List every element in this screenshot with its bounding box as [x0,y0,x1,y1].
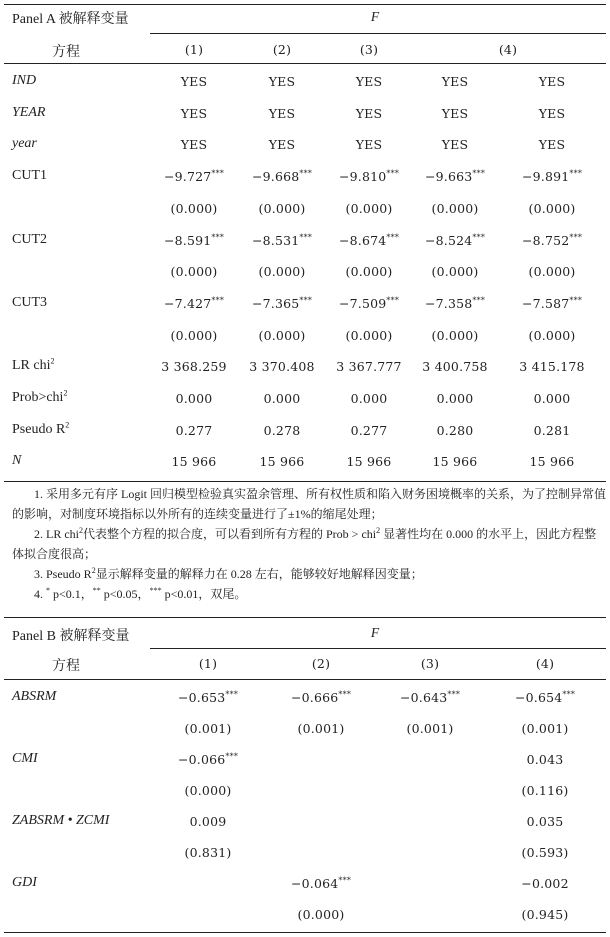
table-cell: (0.000) [297,907,345,922]
row-label: Pseudo $R^2$ [12,420,70,437]
col-header: (4) [535,656,555,671]
panel-a-title: Panel A 被解释变量 [12,12,129,27]
table-row [0,415,610,447]
row-label: GDI [12,875,37,890]
table-cell: 0.035 [526,814,564,829]
row-label: YEAR [12,104,46,120]
table-row-pvalue [0,256,610,288]
table-row [0,161,610,193]
table-cell: YES [180,74,208,89]
table-cell: −0.002 [521,876,569,891]
panel-a-header-row [0,2,610,34]
panel-b-bottom-rule [4,932,606,933]
table-cell: 0.277 [350,422,388,438]
table-cell: (0.000) [345,200,393,216]
panel-b-dep-var: F [370,625,380,640]
row-label: CUT1 [12,168,47,184]
table-cell: (0.000) [431,200,479,216]
row-label: ZABSRM • ZCMI [12,813,110,828]
table-row-pvalue [0,899,610,931]
col-header: (1) [184,42,204,57]
table-cell: (0.000) [431,264,479,280]
table-cell: YES [538,137,566,153]
table-cell: 15 966 [529,454,575,470]
table-cell: 0.281 [533,422,571,438]
table-cell: −8.531*** [251,232,313,248]
panel-b-header-row [0,618,610,650]
note-1: 1. 采用多元有序 Logit 回归模型检验真实盈余管理、所有权性质和陷入财务困境概率的关系，为了控制异常值的影响，对制度环境指标以外所有的连续变量进行了±1%的缩尾处理； [12,487,607,521]
col-header: (2) [311,656,331,671]
table-cell: (0.831) [184,845,232,860]
table-row [0,806,610,838]
table-cell: −0.066*** [177,751,239,767]
panel-a-dep-var: F [370,9,380,24]
panel-a-model-row [0,34,610,66]
table-cell: −9.810*** [338,168,400,185]
table-cell: −9.891*** [521,168,583,185]
table-cell: 15 966 [259,454,305,470]
table-row [0,744,610,776]
row-label: IND [12,73,37,88]
panel-b-header-rule [4,679,606,680]
table-row [0,351,610,383]
row-label: CUT3 [12,294,47,310]
table-cell: (0.116) [521,783,569,798]
table-cell: −7.509*** [338,295,400,311]
col-header: (1) [198,656,218,671]
col-header: (3) [359,42,379,57]
table-cell: (0.000) [258,327,306,343]
row-label: LR chi$^2$ [12,356,55,374]
table-cell: YES [268,105,296,121]
table-cell: (0.000) [170,327,218,343]
panel-b-title: Panel B 被解释变量 [12,629,130,644]
note-4: 4. * p<0.1，** p<0.05，*** p<0.01，双尾。 [34,586,247,601]
table-cell: −0.654*** [514,689,576,705]
table-cell: 0.000 [175,391,213,406]
table-cell: YES [441,74,469,89]
table-cell: 3 415.178 [519,359,585,375]
table-cell: (0.000) [170,200,218,216]
row-label: year [12,136,37,152]
table-cell: 15 966 [346,454,392,470]
note-2: 2. LR chi$^2$代表整个方程的拟合度，可以看到所有方程的 Prob > chi$^2$ 显著性均在 0.000 的水平上，因此方程整体拟合度很高； [12,526,597,561]
col-header: (4) [498,42,518,57]
table-cell: −0.064*** [290,875,352,891]
table-cell: 3 400.758 [422,359,488,375]
table-row [0,225,610,257]
table-cell: YES [538,74,566,89]
table-cell: (0.000) [170,264,218,280]
table-row-pvalue [0,320,610,352]
table-cell: (0.000) [345,264,393,280]
table-cell: (0.000) [528,264,576,280]
table-cell: −8.674*** [338,232,400,248]
table-cell: (0.001) [406,721,454,736]
table-cell: 0.278 [263,422,301,438]
table-cell: 15 966 [171,454,217,470]
row-label: CUT2 [12,231,47,247]
table-cell: (0.945) [521,907,569,922]
row-label: CMI [12,751,38,766]
table-cell: YES [180,137,208,153]
table-cell: 3 367.777 [336,359,402,375]
panel-b-model-row [0,648,610,680]
table-cell: 0.000 [533,391,571,406]
table-cell: −0.643*** [399,689,461,705]
col-header: (2) [272,42,292,57]
table-row-pvalue [0,775,610,807]
table-row [0,66,610,98]
panel-a-header-rule [4,63,606,64]
table-cell: 15 966 [432,454,478,470]
note-3: 3. Pseudo $R^2$显示解释变量的解释力在 0.28 左右，能够较好地解释因变量； [34,566,423,581]
table-row-pvalue [0,713,610,745]
table-cell: −8.752*** [521,232,583,248]
table-cell: 0.000 [436,391,474,406]
table-cell: YES [355,74,383,89]
table-cell: (0.000) [258,264,306,280]
panel-b-model-label: 方程 [52,659,80,674]
table-cell: YES [355,137,383,153]
table-cell: (0.001) [184,721,232,736]
table-cell: (0.000) [258,200,306,216]
table-cell: −9.727*** [163,168,225,185]
table-cell: −8.591*** [163,232,225,248]
table-row [0,682,610,714]
table-cell: (0.000) [528,200,576,216]
table-row [0,98,610,130]
table-cell: 0.277 [175,422,213,438]
col-header: (3) [420,656,440,671]
table-cell: −7.427*** [163,295,225,311]
table-cell: 0.009 [189,814,227,829]
table-cell: YES [180,105,208,121]
table-cell: YES [441,105,469,121]
table-cell: (0.000) [431,327,479,343]
table-cell: (0.000) [528,327,576,343]
table-row [0,383,610,415]
table-cell: YES [538,105,566,121]
table-cell: −7.365*** [251,295,313,311]
table-cell: −0.666*** [290,689,352,705]
table-cell: YES [268,137,296,153]
table-cell: (0.000) [184,783,232,798]
table-cell: 0.000 [263,391,301,406]
table-row [0,446,610,478]
row-label: ABSRM [12,689,57,704]
table-cell: (0.001) [297,721,345,736]
panel-a-bottom-rule [4,481,606,482]
table-cell: −9.668*** [251,168,313,185]
table-row-pvalue [0,837,610,869]
table-row-pvalue [0,193,610,225]
table-cell: 0.043 [526,752,564,767]
table-cell: YES [441,137,469,153]
table-cell: −7.358*** [424,295,486,311]
table-cell: −7.587*** [521,295,583,311]
table-cell: 0.000 [350,391,388,406]
table-cell: (0.000) [345,327,393,343]
table-row [0,868,610,900]
panel-a-notes [12,484,606,604]
table-cell: (0.001) [521,721,569,736]
table-cell: −0.653*** [177,689,239,705]
panel-a-model-label: 方程 [52,45,80,60]
row-label: N [12,453,22,469]
table-cell: −8.524*** [424,232,486,248]
table-cell: 0.280 [436,422,474,438]
table-cell: YES [268,74,296,89]
table-cell: (0.593) [521,845,569,860]
table-cell: 3 368.259 [161,359,227,375]
table-cell: −9.663*** [424,168,486,185]
table-row [0,129,610,161]
table-row [0,288,610,320]
table-cell: 3 370.408 [249,359,315,375]
row-label: Prob>chi$^2$ [12,388,68,405]
table-cell: YES [355,105,383,121]
